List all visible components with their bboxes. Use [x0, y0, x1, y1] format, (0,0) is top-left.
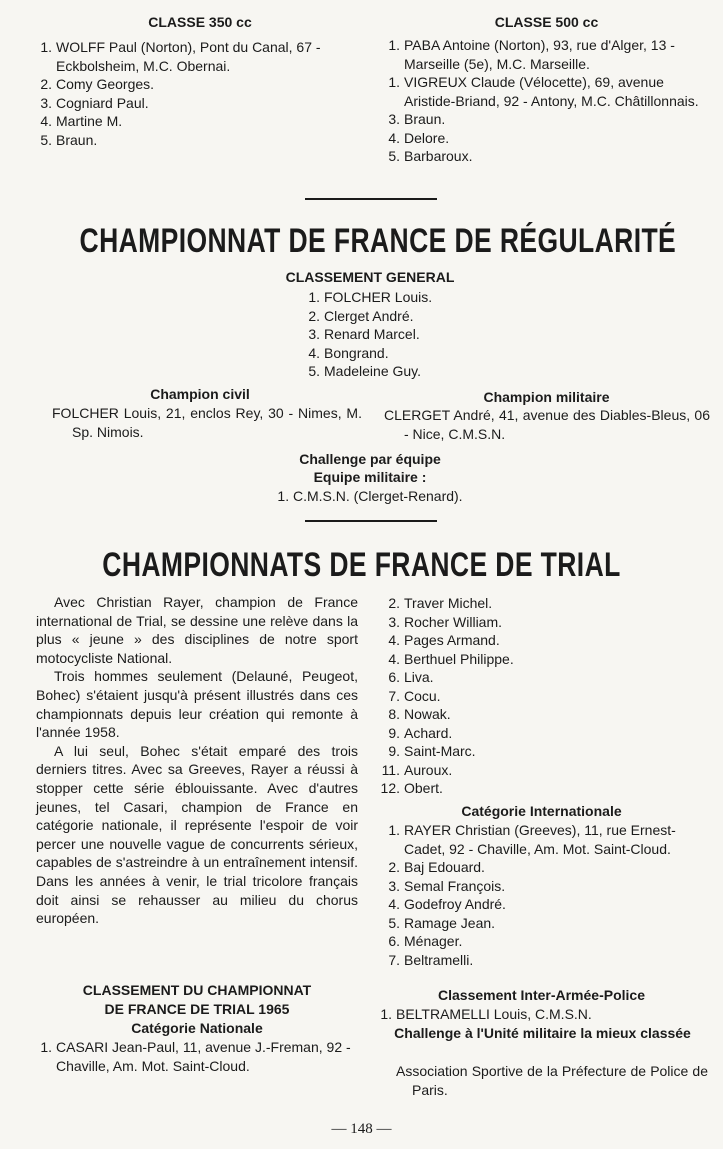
item-text: Cocu.	[404, 687, 441, 704]
item-number: 2.	[388, 859, 400, 875]
classement-general-list	[300, 288, 500, 381]
classe-500-header: CLASSE 500 cc	[494, 14, 599, 30]
challenge-unite-result: Association Sportive de la Préfecture de Police de Paris.	[396, 1063, 708, 1098]
item-number: 3.	[308, 326, 320, 342]
champion-militaire-header: Champion militaire	[483, 389, 610, 405]
item-text: Berthuel Philippe.	[404, 650, 514, 667]
item-number: 3.	[388, 877, 400, 894]
regularite-title: CHAMPIONNAT DE FRANCE DE RÉGULARITÉ	[79, 222, 677, 260]
item-number: 3.	[388, 613, 400, 630]
list-item	[380, 858, 710, 877]
list-item	[380, 129, 712, 148]
list-item	[32, 38, 364, 75]
inter-armee-header: Classement Inter-Armée-Police	[438, 987, 645, 1003]
item-number: 5.	[388, 148, 400, 164]
item-number: 4.	[388, 632, 400, 648]
list-item	[380, 687, 560, 706]
item-number: 1.	[40, 1039, 52, 1055]
item-text: Semal François.	[404, 877, 506, 894]
item-text: Delore.	[404, 129, 450, 146]
item-text: Braun.	[404, 111, 446, 127]
divider	[305, 198, 437, 200]
list-item	[380, 613, 560, 632]
item-text: Comy Georges.	[56, 76, 155, 92]
challenge-equipe-line2: Equipe militaire :	[313, 469, 427, 485]
item-number: 4.	[308, 344, 320, 361]
item-text: Cogniard Paul.	[56, 94, 149, 111]
item-number: 4.	[388, 896, 400, 912]
item-number: 1.	[308, 289, 320, 305]
classement-trial-title-1: CLASSEMENT DU CHAMPIONNAT	[82, 982, 312, 998]
list-item	[380, 742, 560, 761]
list-item	[380, 761, 560, 780]
categorie-nationale-list	[380, 594, 560, 798]
item-number: 7.	[388, 687, 400, 704]
item-text: Liva.	[404, 669, 434, 685]
list-item	[32, 94, 364, 113]
item-number: 1.	[380, 1006, 392, 1022]
list-item	[380, 914, 710, 933]
list-item	[300, 362, 500, 381]
item-text: Beltramelli.	[404, 951, 474, 968]
item-number: 12.	[380, 780, 400, 796]
trial-title: CHAMPIONNATS DE FRANCE DE TRIAL	[102, 546, 621, 584]
list-item	[380, 73, 712, 110]
item-number: 1.	[40, 39, 52, 55]
list-item	[380, 147, 712, 166]
classe-500-list	[380, 36, 712, 166]
list-item	[32, 112, 364, 131]
item-text: Nowak.	[404, 706, 451, 722]
item-text: RAYER Christian (Greeves), 11, rue Ernest-Cadet, 92 - Chaville, Am. Mot. Saint-Cloud.	[404, 822, 676, 857]
item-number: 3.	[388, 111, 400, 127]
item-text: Martine M.	[56, 113, 123, 129]
item-number: 1.	[388, 74, 400, 90]
classe-350-header: CLASSE 350 cc	[148, 14, 252, 30]
intro-paragraph: A lui seul, Bohec s'était emparé des trois derniers titres. Avec sa Greeves, Rayer a réussi à stopper cette série éblouissante. Avec d'autres jeunes, tel Casari, champion de France en catégorie nationale, il représente l'espoir de voir percer une nouvelle vague de concurrents sérieux, capables de s'astreindre à un entraînement intensif. Dans les années à venir, le trial tricolore français doit ainsi se rehausser au milieu du chorus européen.	[36, 742, 358, 927]
list-item	[380, 932, 710, 951]
item-text: Saint-Marc.	[404, 743, 476, 759]
list-item	[380, 705, 560, 724]
list-item	[380, 821, 710, 858]
list-item	[380, 36, 712, 73]
item-text: Achard.	[404, 724, 453, 741]
item-number: 2.	[308, 307, 320, 324]
item-text: FOLCHER Louis.	[324, 289, 433, 305]
item-text: Rocher William.	[404, 613, 503, 630]
categorie-nationale-header: Catégorie Nationale	[131, 1020, 263, 1036]
list-item	[380, 650, 560, 669]
trial-intro	[36, 593, 358, 928]
list-item	[380, 779, 560, 798]
list-item	[300, 344, 500, 363]
classement-trial-title-2: DE FRANCE DE TRIAL 1965	[104, 1001, 290, 1017]
champion-militaire-text	[380, 406, 710, 443]
item-number: 9.	[388, 743, 400, 759]
list-item	[380, 631, 560, 650]
item-text: Auroux.	[404, 761, 453, 778]
item-text: Braun.	[56, 131, 98, 148]
item-number: 4.	[40, 113, 52, 129]
item-text: Pages Armand.	[404, 632, 500, 648]
item-number: 9.	[388, 724, 400, 741]
item-number: 4.	[388, 650, 400, 667]
item-text: Barbaroux.	[404, 148, 473, 164]
item-number: 3.	[40, 94, 52, 111]
classe-350-list	[32, 38, 364, 149]
item-text: Ménager.	[404, 933, 463, 949]
item-text: WOLFF Paul (Norton), Pont du Canal, 67 - Eckbolsheim, M.C. Obernai.	[56, 39, 321, 74]
list-item	[300, 288, 500, 307]
item-number: 2.	[40, 76, 52, 92]
challenge-unite-header: Challenge à l'Unité militaire la mieux classée	[394, 1025, 691, 1041]
item-number: 5.	[308, 363, 320, 379]
list-item	[300, 325, 500, 344]
list-item	[380, 895, 710, 914]
item-number: 6.	[388, 669, 400, 685]
challenge-equipe-line1: Challenge par équipe	[299, 451, 441, 467]
list-item	[380, 951, 710, 970]
list-item	[32, 75, 364, 94]
item-text: Traver Michel.	[404, 595, 493, 611]
item-text: Renard Marcel.	[324, 326, 420, 342]
list-item	[380, 110, 712, 129]
item-text: CASARI Jean-Paul, 11, avenue J.-Freman, 92 - Chaville, Am. Mot. Saint-Cloud.	[56, 1039, 351, 1074]
list-item	[32, 1038, 362, 1075]
item-number: 5.	[388, 914, 400, 931]
categorie-internationale-list	[380, 821, 710, 969]
item-text: BELTRAMELLI Louis, C.M.S.N.	[396, 1006, 592, 1022]
item-text: Ramage Jean.	[404, 914, 496, 931]
champion-civil-header: Champion civil	[150, 386, 250, 402]
item-number: 4.	[388, 129, 400, 146]
item-number: 7.	[388, 951, 400, 968]
item-number: 1.	[388, 822, 400, 838]
champion-civil-text	[32, 404, 362, 441]
list-item	[380, 724, 560, 743]
item-number: 1.	[388, 37, 400, 53]
item-text: PABA Antoine (Norton), 93, rue d'Alger, 13 - Marseille (5e), M.C. Marseille.	[404, 37, 675, 72]
page-number: — 148 —	[331, 1121, 392, 1137]
item-number: 8.	[388, 706, 400, 722]
list-item	[380, 594, 560, 613]
challenge-unite-text	[380, 1062, 708, 1099]
categorie-nationale-first	[32, 1038, 362, 1075]
list-item	[380, 877, 710, 896]
item-number: 2.	[388, 595, 400, 611]
challenge-equipe-result: 1. C.M.S.N. (Clerget-Renard).	[277, 488, 463, 504]
inter-armee-list	[372, 1005, 702, 1024]
classement-general-header: CLASSEMENT GENERAL	[285, 269, 455, 285]
champion-militaire-address: CLERGET André, 41, avenue des Diables-Bleus, 06 - Nice, C.M.S.N.	[384, 407, 710, 442]
categorie-internationale-header: Catégorie Internationale	[461, 803, 622, 819]
list-item	[380, 668, 560, 687]
item-text: VIGREUX Claude (Vélocette), 69, avenue Aristide-Briand, 92 - Antony, M.C. Châtillonnais.	[404, 74, 699, 109]
intro-paragraph: Avec Christian Rayer, champion de France international de Trial, se dessine une relève dans la plus « jeune » des disciplines de notre sport motocycliste National.	[36, 594, 358, 666]
intro-paragraph: Trois hommes seulement (Delauné, Peugeot, Bohec) s'étaient jusqu'à présent illustrés dans ces championnats depuis leur création qui remonte à l'année 1958.	[36, 668, 358, 741]
item-text: Madeleine Guy.	[324, 363, 422, 379]
item-text: Obert.	[404, 780, 443, 796]
item-text: Clerget André.	[324, 307, 414, 324]
item-text: Baj Edouard.	[404, 859, 485, 875]
list-item	[32, 131, 364, 150]
divider-2	[305, 520, 437, 522]
item-text: Godefroy André.	[404, 896, 506, 912]
item-number: 11.	[381, 761, 400, 778]
list-item	[372, 1005, 702, 1024]
item-number: 5.	[40, 131, 52, 148]
list-item	[300, 307, 500, 326]
item-number: 6.	[388, 933, 400, 949]
champion-civil-address: FOLCHER Louis, 21, enclos Rey, 30 - Nimes, M. Sp. Nimois.	[52, 405, 362, 440]
item-text: Bongrand.	[324, 344, 389, 361]
